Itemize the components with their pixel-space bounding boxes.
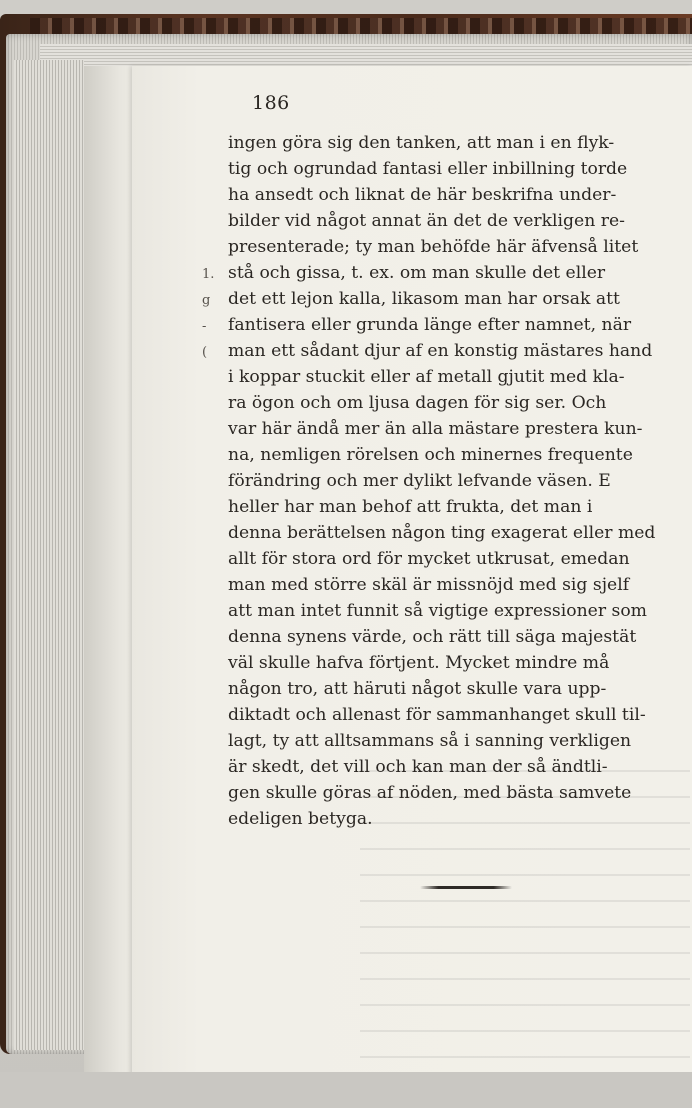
text-line: presenterade; ty man behöfde här äfvenså litet (228, 237, 639, 257)
text-line: att man intet funnit så vigtige expressioner som (228, 601, 647, 621)
text-line: stå och gissa, t. ex. om man skulle det eller (228, 263, 606, 283)
margin-mark: g (202, 293, 211, 308)
margin-mark: - (202, 319, 207, 334)
text-line: någon tro, att häruti något skulle vara upp- (228, 679, 607, 699)
page-number: 186 (252, 92, 290, 114)
text-line: lagt, ty att alltsammans så i sanning verkligen (228, 731, 632, 751)
text-line: denna berättelsen någon ting exagerat eller med (228, 523, 656, 543)
text-line: ra ögon och om ljusa dagen för sig ser. Och (228, 393, 607, 413)
text-line: na, nemligen rörelsen och minernes frequente (228, 445, 633, 465)
section-rule (420, 886, 512, 889)
text-line: väl skulle hafva förtjent. Mycket mindre må (228, 653, 610, 673)
text-line: diktadt och allenast för sammanhanget skull til- (228, 705, 646, 725)
text-line: allt för stora ord för mycket utkrusat, emedan (228, 549, 630, 569)
text-line: denna synens värde, och rätt till säga majestät (228, 627, 637, 647)
background-strip (0, 1072, 692, 1108)
text-line: man ett sådant djur af en konstig mästares hand (228, 341, 653, 361)
text-line: förändring och mer dylikt lefvande väsen. E (228, 471, 611, 491)
text-line: man med större skäl är missnöjd med sig sjelf (228, 575, 630, 595)
text-line: det ett lejon kalla, likasom man har orsak att (228, 289, 620, 309)
text-line: ingen göra sig den tanken, att man i en flyk- (228, 133, 615, 153)
body-text (228, 130, 692, 832)
margin-mark: 1. (202, 267, 215, 282)
text-line: ha ansedt och liknat de här beskrifna under- (228, 185, 617, 205)
text-line: gen skulle göras af nöden, med bästa samvete (228, 783, 632, 803)
text-line: fantisera eller grunda länge efter namnet, när (228, 315, 632, 335)
text-line: i koppar stuckit eller af metall gjutit med kla- (228, 367, 625, 387)
margin-mark: ( (202, 345, 208, 360)
text-line: tig och ogrundad fantasi eller inbillning torde (228, 159, 628, 179)
text-line: heller har man behof att frukta, det man i (228, 497, 593, 517)
marginalia (202, 262, 220, 366)
text-line: var här ändå mer än alla mästare prestera kun- (228, 419, 643, 439)
text-line: edeligen betyga. (228, 809, 373, 829)
page-block-left-edge (14, 60, 84, 1050)
text-line: bilder vid något annat än det de verkligen re- (228, 211, 625, 231)
text-line: är skedt, det vill och kan man der så ändtli- (228, 757, 608, 777)
